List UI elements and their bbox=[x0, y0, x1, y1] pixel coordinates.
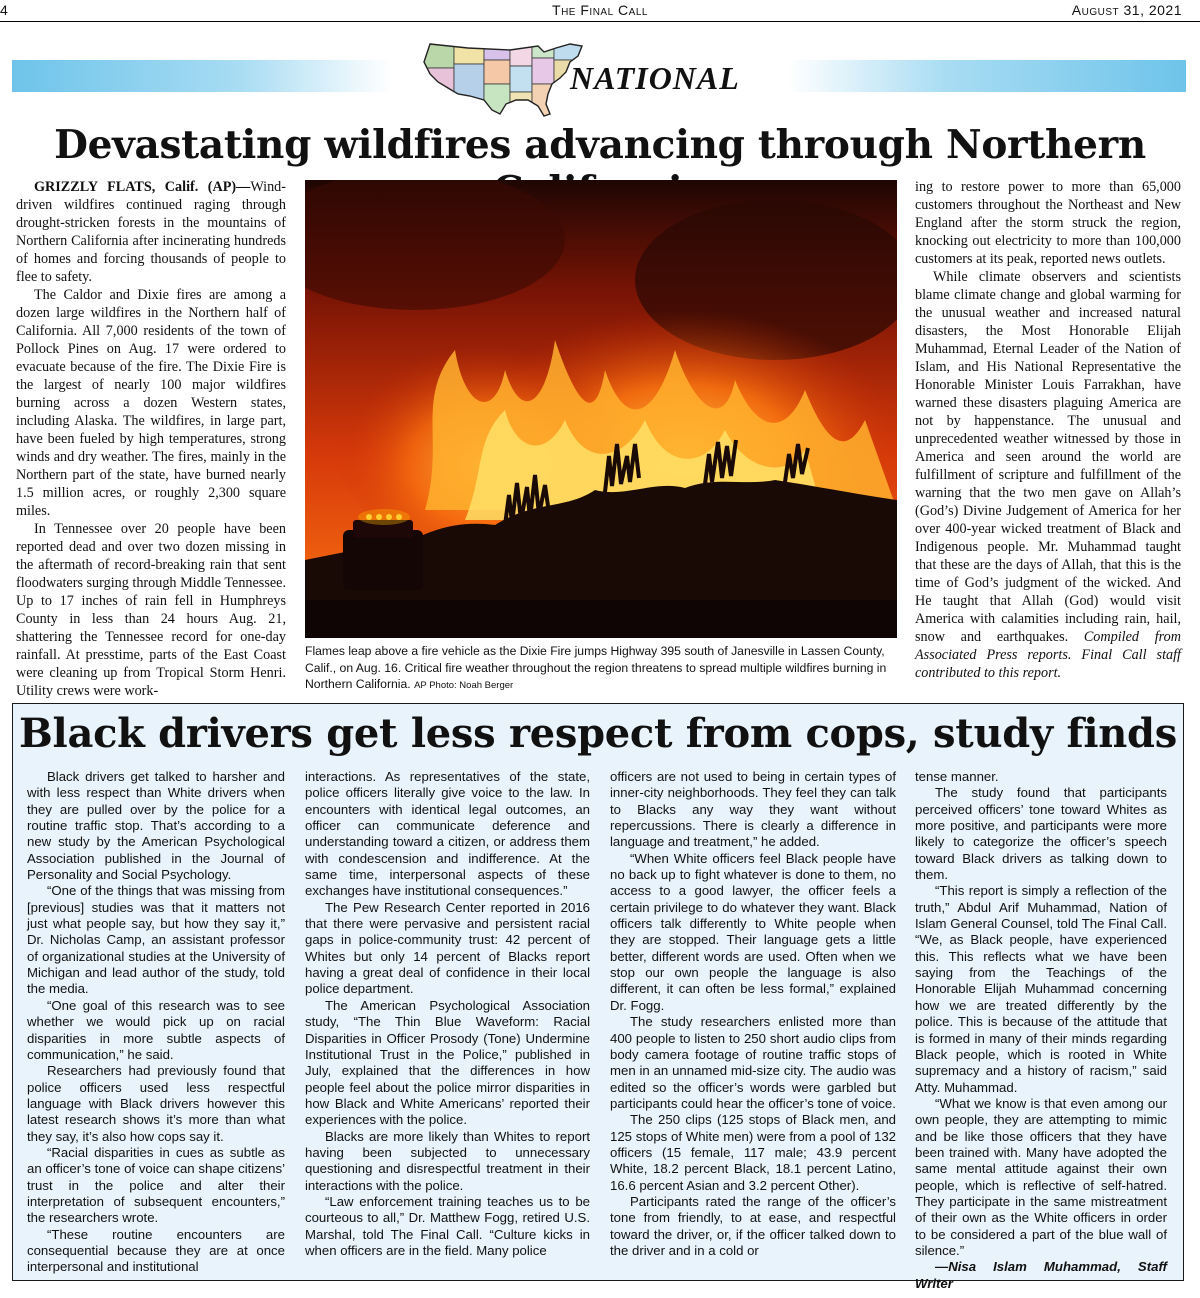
paragraph: While climate observers and scientists blame climate change and global warming for the unusual weather and increased natural disasters, the Most Honorable Elijah Muhammad, Eternal Leader of the Nation of Islam, and His National Representative the Honorable Minister Louis Farrakhan, have warned these disasters plaguing America are not by happenstance. The unusual and unprecedented weather witnessed by those in America and seen around the world are fulfillment of scripture and fulfillment of the warning that the two men gave on Allah’s (God’s) Divine Judgement of America for her over 400-year wicked treatment of Black and Indigenous people. Mr. Muhammad taught that these are the days of Allah, that this is the time of God’s judgment of the wicked. And He taught that Allah (God) would visit America with calamities including rain, hail, snow and earthquakes. Compiled from Associated Press reports. Final Call staff contributed to this report. bbox=[915, 269, 1181, 681]
paragraph: The American Psychological Association study, “The Thin Blue Waveform: Racial Disparities in Officer Prosody (Tone) Undermine Institutional Trust in the Police,” published in July, explained that the differences in how people feel about the police mirror disparities in how Black and White Americans’ reported their experiences with the police. bbox=[305, 997, 590, 1128]
header-rule bbox=[0, 21, 1200, 22]
byline: —Nisa Islam Muhammad, Staff Writer bbox=[915, 1259, 1167, 1291]
headline-black-drivers: Black drivers get less respect from cops, study finds bbox=[19, 710, 1177, 757]
usa-map-icon bbox=[420, 38, 588, 118]
paragraph: officers are not used to being in certain types of inner-city neighborhoods. They feel they can talk to Blacks any way they want without repercussions. There is clearly a difference in language and treatment,” he added. bbox=[610, 769, 896, 850]
photo-caption: Flames leap above a fire vehicle as the Dixie Fire jumps Highway 395 south of Janesville in Lassen County, Calif., on Aug. 16. Critical fire weather throughout the region threatens to spread multiple wildfires burning in Northern California. AP Photo: Noah Berger bbox=[305, 644, 887, 691]
paragraph: Researchers had previously found that police officers used less respectful language with Black drivers however this latest research shows it’s more than what they say, it’s also how cops say it. bbox=[27, 1063, 285, 1144]
section-banner-left bbox=[12, 60, 392, 92]
page-header bbox=[0, 0, 1200, 22]
paragraph: ing to restore power to more than 65,000 customers throughout the Northeast and New England after the storm struck the region, knocking out electricity to more than 100,000 customers at its peak, reported news outlets. bbox=[915, 179, 1181, 267]
paragraph: The study researchers enlisted more than 400 people to listen to 250 short audio clips from body camera footage of routine traffic stops of men in an unnamed mid-size city. The audio was edited so the officer’s words were garbled but participants could hear the officer’s tone of voice. bbox=[610, 1014, 896, 1111]
publication-name: The Final Call bbox=[552, 2, 648, 18]
paragraph: “What we know is that even among our own people, they are attempting to mimic and be like those officers that they have been trained with. Many have adopted the same mental attitude against their own people, which is reflective of self-hatred. They participate in the same mistreatment of their own as the White officers in order to be considered a part of the blue wall of silence.” bbox=[915, 1095, 1167, 1258]
paragraph: In Tennessee over 20 people have been reported dead and over two dozen missing in the aftermath of record-breaking rain that sent floodwaters surging through Middle Tennessee. Up to 17 inches of rain fell in Humphreys County in less than 24 hours Aug. 21, shattering the Tennessee record for one-day rainfall. At presstime, parts of the East Coast were cleaning up from Tropical Storm Henri. Utility crews were work- bbox=[16, 521, 286, 699]
paragraph: “Racial disparities in cues as subtle as an officer’s tone of voice can shape citizens’ trust in the police and alter their interpretation of subsequent encounters,” the researchers wrote. bbox=[27, 1144, 285, 1226]
wildfire-photo bbox=[305, 180, 897, 638]
paragraph: The 250 clips (125 stops of Black men, and 125 stops of White men) were from a pool of 132 officers (15 female, 117 male; 43.9 percent White, 18.2 percent Black, 18.1 percent Latino, 16.6 percent Asian and 3.2 percent Other). bbox=[610, 1112, 896, 1193]
paragraph: “These routine encounters are consequential because they are at once interpersonal and institutional bbox=[27, 1226, 285, 1275]
section-label: NATIONAL bbox=[570, 60, 740, 96]
paragraph: “When White officers feel Black people have no back up to fight whatever is done to them, no access to a good lawyer, the officer feels a certain privilege to do whatever they want. Black officers talk differently to White people when they are stopped. Their language gets a little better, different words are used. Often when we stop our own people the language is also different, it can often be less formal,” explained Dr. Fogg. bbox=[610, 850, 896, 1013]
photo-credit: AP Photo: Noah Berger bbox=[414, 680, 514, 691]
study-column-2 bbox=[305, 769, 590, 1259]
wildfire-column-1 bbox=[16, 178, 286, 700]
paragraph: Participants rated the range of the officer’s tone from friendly, to at ease, and respectful toward the driver, or, if the officer talked down to the driver and in a cold or bbox=[610, 1193, 896, 1258]
issue-date: August 31, 2021 bbox=[1071, 2, 1182, 18]
study-column-4 bbox=[915, 769, 1167, 1292]
section-banner-right bbox=[788, 60, 1186, 92]
study-column-3 bbox=[610, 769, 896, 1259]
paragraph: Black drivers get talked to harsher and with less respect than White drivers when they are pulled over by the police for a routine traffic stop. That’s according to a new study by the American Psychological Association published in the Journal of Personality and Social Psychology. bbox=[27, 769, 285, 883]
paragraph: Blacks are more likely than Whites to report having been subjected to unnecessary questioning and disrespectful treatment in their interactions with the police. bbox=[305, 1128, 590, 1193]
paragraph: The Caldor and Dixie fires are among a dozen large wildfires in the Northern half of California. All 7,000 residents of the town of Pollock Pines on Aug. 17 were ordered to evacuate because of the fire. The Dixie Fire is the largest of nearly 100 major wildfires burning across a dozen Western states, including Alaska. The wildfires, in large part, have been fueled by high temperatures, strong winds and dry weather. The fires, mainly in the Northern part of the state, have burned nearly 1.5 million acres, or roughly 2,300 square miles. bbox=[16, 287, 286, 519]
paragraph: The study found that participants perceived officers’ tone toward Whites as more positive, and participants were more likely to categorize the officer’s speech toward Black drivers as talking down to them. bbox=[915, 785, 1167, 883]
paragraph: “One goal of this research was to see whether we would pick up on racial disparities in more subtle aspects of communication,” he said. bbox=[27, 997, 285, 1062]
paragraph: “This report is simply a reflection of the truth,” Abdul Arif Muhammad, Nation of Islam General Counsel, told The Final Call. “We, as Black people, have experienced this. This reflects what we have been saying from the Teachings of the Honorable Elijah Muhammad concerning how we are treated differently by the police. This is because of the attitude that is formed in many of their minds regarding Black people, which is rooted in White supremacy and a history of racism,” said Atty. Muhammad. bbox=[915, 883, 1167, 1095]
study-column-1 bbox=[27, 769, 285, 1276]
paragraph: tense manner. bbox=[915, 769, 999, 784]
paragraph: GRIZZLY FLATS, Calif. (AP)—Wind-driven wildfires continued raging through drought-stricken forests in the mountains of Northern California after incinerating hundreds of homes and forcing thousands of people to flee to safety. bbox=[16, 179, 286, 285]
wildfire-column-2 bbox=[915, 178, 1181, 682]
page-number: 4 bbox=[0, 2, 8, 18]
attribution: Compiled from Associated Press reports. Final Call staff contributed to this report. bbox=[915, 629, 1181, 681]
paragraph: The Pew Research Center reported in 2016 that there were pervasive and persistent racial gaps in police-community trust: 42 percent of Whites but only 14 percent of Blacks report having a great deal of confidence in their local police department. bbox=[305, 899, 590, 997]
paragraph: “Law enforcement training teaches us to be courteous to all,” Dr. Matthew Fogg, retired U.S. Marshal, told The Final Call. “Culture kicks in when officers are in the field. Many police bbox=[305, 1193, 590, 1258]
paragraph: interactions. As representatives of the state, police officers literally give voice to the law. In encounters with identical legal outcomes, an officer can communicate deference and understanding toward a citizen, or address them with condescension and indifference. At the same time, interpersonal aspects of these exchanges have institutional consequences.” bbox=[305, 769, 590, 899]
paragraph: “One of the things that was missing from [previous] studies was that it matters not just what people say, but how they say it,” Dr. Nicholas Camp, an assistant professor of organizational studies at the University of Michigan and lead author of the study, told the media. bbox=[27, 883, 285, 997]
headline-wildfires: Devastating wildfires advancing through Northern bbox=[54, 122, 1146, 168]
dateline: GRIZZLY FLATS, Calif. (AP)— bbox=[34, 179, 251, 195]
